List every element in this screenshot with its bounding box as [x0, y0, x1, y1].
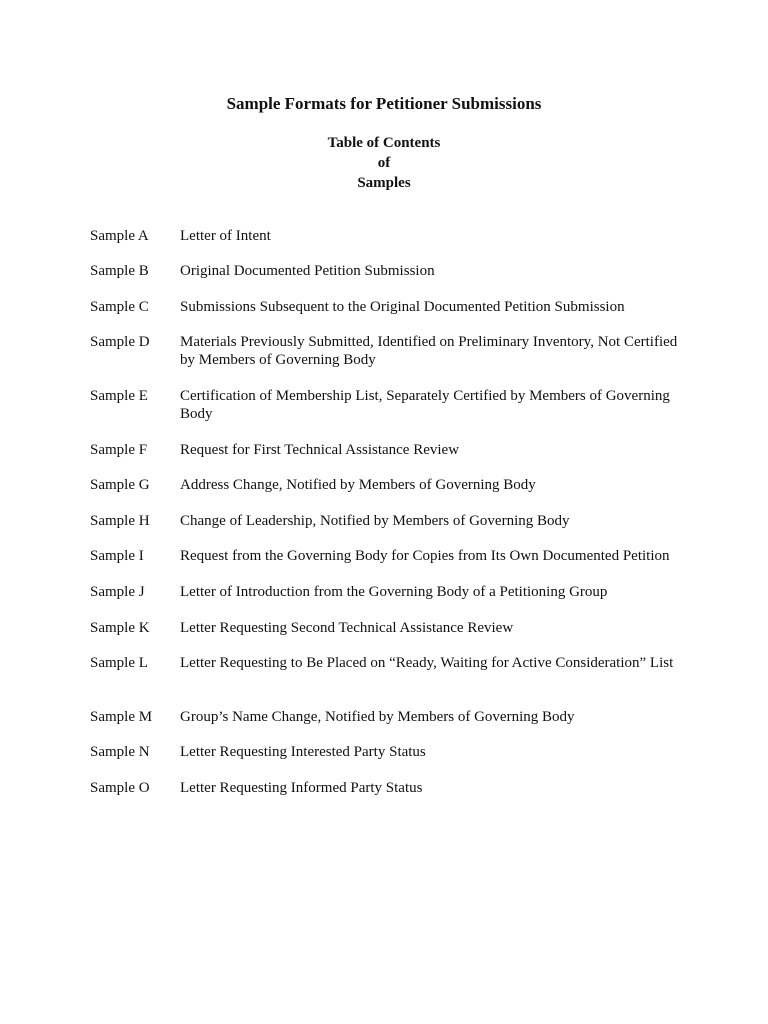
entry-description: Letter Requesting to Be Placed on “Ready, Waiting for Active Consideration” List: [180, 655, 674, 671]
entry-code: Sample B: [90, 263, 149, 279]
entry-description: Request from the Governing Body for Copies from Its Own Documented Petition: [180, 548, 670, 564]
toc-heading-line-1: Table of Contents: [327, 135, 441, 151]
toc-heading: [0, 133, 768, 193]
entry-code: Sample A: [90, 228, 149, 244]
entry-code: Sample L: [90, 655, 148, 671]
entry-description: Group’s Name Change, Notified by Members of Governing Body: [180, 709, 575, 725]
entry-code: Sample F: [90, 442, 148, 458]
entry-code: Sample D: [90, 334, 150, 350]
entry-description: Original Documented Petition Submission: [180, 263, 435, 279]
entry-description: Address Change, Notified by Members of Governing Body: [180, 477, 536, 493]
entry-code: Sample C: [90, 299, 149, 315]
toc-heading-line-3: Samples: [357, 175, 411, 191]
entry-code: Sample E: [90, 388, 148, 404]
entry-code: Sample J: [90, 584, 145, 600]
entry-description: Letter Requesting Informed Party Status: [180, 780, 423, 796]
entry-code: Sample G: [90, 477, 150, 493]
entry-code: Sample I: [90, 548, 144, 564]
entry-code: Sample K: [90, 620, 150, 636]
entry-description: Letter Requesting Interested Party Status: [180, 744, 426, 760]
entry-code: Sample H: [90, 513, 150, 529]
entry-description: Request for First Technical Assistance Review: [180, 442, 460, 458]
entry-code: Sample N: [90, 744, 150, 760]
entry-description: Submissions Subsequent to the Original Documented Petition Submission: [180, 299, 625, 315]
entry-description: Letter of Introduction from the Governing Body of a Petitioning Group: [180, 584, 608, 600]
entry-description: Letter Requesting Second Technical Assistance Review: [180, 620, 514, 636]
entry-description: Change of Leadership, Notified by Members of Governing Body: [180, 513, 570, 529]
document-title: Sample Formats for Petitioner Submissions: [226, 94, 542, 113]
entry-code: Sample O: [90, 780, 150, 796]
entry-description: Materials Previously Submitted, Identified on Preliminary Inventory, Not Certified by Members of Governing Body: [180, 334, 678, 368]
entry-code: Sample M: [90, 709, 153, 725]
entry-description: Certification of Membership List, Separately Certified by Members of Governing Body: [180, 388, 670, 422]
entry-description: Letter of Intent: [180, 228, 271, 244]
toc-heading-line-2: of: [377, 155, 391, 171]
